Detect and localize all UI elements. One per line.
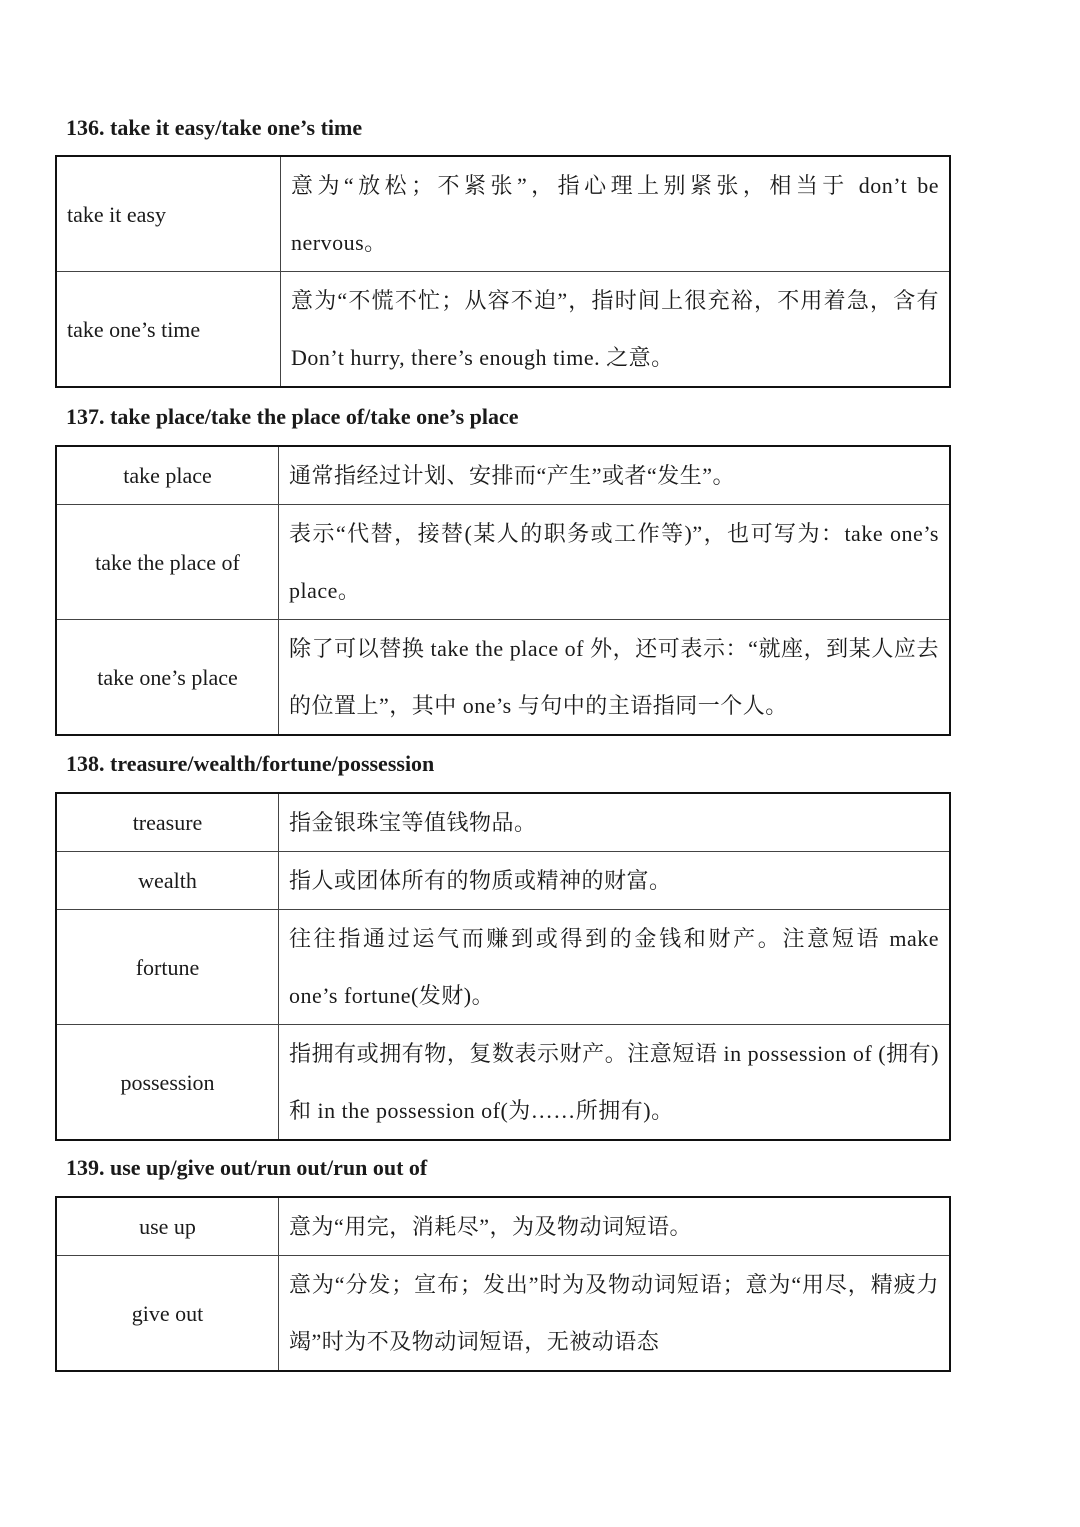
description-cell: 意为“分发；宣布；发出”时为及物动词短语；意为“用尽，精疲力竭”时为不及物动词短语，无被动语态 [279,1256,951,1372]
section-title-137: 137. take place/take the place of/take one’s place [66,404,519,429]
term-cell: give out [56,1256,279,1372]
description-cell: 指拥有或拥有物，复数表示财产。注意短语 in possession of (拥有)和 in the possession of(为……所拥有)。 [279,1025,951,1141]
term-cell: possession [56,1025,279,1141]
table-row [56,793,950,852]
term-cell: take it easy [56,156,281,272]
description-cell: 意为“不慌不忙；从容不迫”，指时间上很充裕，不用着急，含有 Don’t hurry, there’s enough time. 之意。 [281,272,951,388]
description-cell: 往往指通过运气而赚到或得到的金钱和财产。注意短语 make one’s fortune(发财)。 [279,910,951,1025]
term-cell: take one’s time [56,272,281,388]
table-row [56,852,950,910]
term-cell: wealth [56,852,279,910]
table-136 [55,155,951,388]
table-row [56,1256,950,1372]
term-cell: use up [56,1197,279,1256]
section-title-139: 139. use up/give out/run out/run out of [66,1155,428,1180]
description-cell: 除了可以替换 take the place of 外，还可表示：“就座，到某人应去的位置上”，其中 one’s 与句中的主语指同一个人。 [279,620,951,736]
table-row [56,910,950,1025]
table-138 [55,792,951,1141]
description-cell: 意为“用完，消耗尽”，为及物动词短语。 [279,1197,951,1256]
table-row [56,272,950,388]
table-137 [55,445,951,736]
table-row [56,620,950,736]
term-cell: fortune [56,910,279,1025]
term-cell: take the place of [56,505,279,620]
term-cell: take one’s place [56,620,279,736]
table-139 [55,1196,951,1372]
table-row [56,156,950,272]
term-cell: treasure [56,793,279,852]
description-cell: 意为“放松；不紧张”，指心理上别紧张，相当于 don’t be nervous。 [281,156,951,272]
table-row [56,446,950,505]
table-row [56,1197,950,1256]
description-cell: 表示“代替，接替(某人的职务或工作等)”，也可写为：take one’s place。 [279,505,951,620]
table-row [56,505,950,620]
table-row [56,1025,950,1141]
section-title-136: 136. take it easy/take one’s time [66,115,363,140]
term-cell: take place [56,446,279,505]
section-title-138: 138. treasure/wealth/fortune/possession [66,751,435,776]
description-cell: 通常指经过计划、安排而“产生”或者“发生”。 [279,446,951,505]
description-cell: 指人或团体所有的物质或精神的财富。 [279,852,951,910]
description-cell: 指金银珠宝等值钱物品。 [279,793,951,852]
